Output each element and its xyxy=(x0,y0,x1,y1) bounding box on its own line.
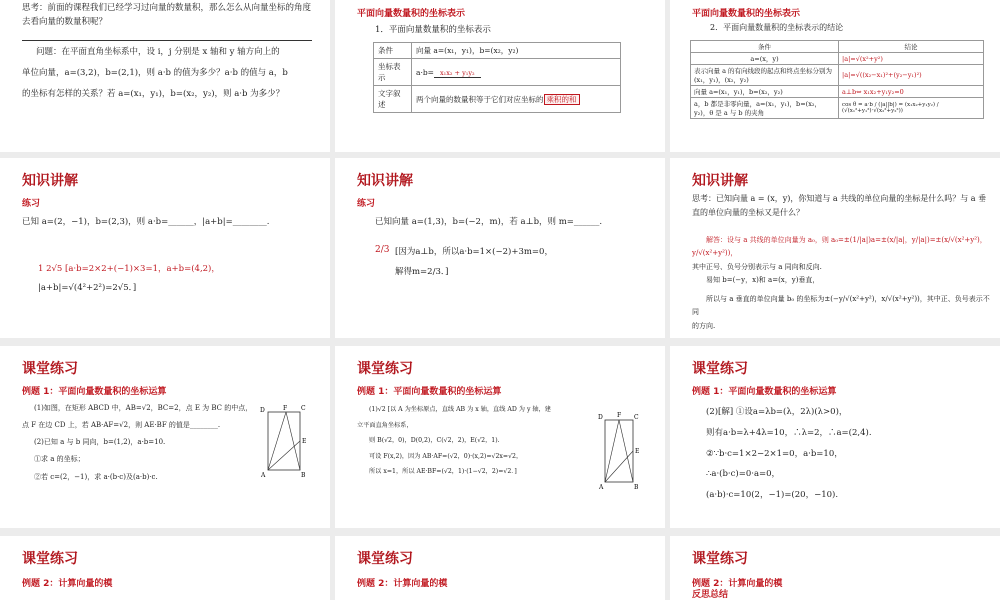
slide-title: 课堂练习 xyxy=(22,361,78,377)
handwritten-answer: 乘积的和 xyxy=(544,94,580,105)
problem-line: ①求 a 的坐标； xyxy=(34,455,85,464)
solution-block xyxy=(692,234,992,333)
section-subtitle: 平面向量数量积的坐标表示 xyxy=(692,9,801,19)
slide-exercise-2[interactable] xyxy=(335,158,665,338)
solution-line: ②∵b·c=1×2−2×1=0，a·b=10， xyxy=(706,448,843,459)
slide-unit-vector-thinking[interactable] xyxy=(670,158,1000,338)
table-row xyxy=(691,86,984,98)
slide-dot-product-conclusions[interactable] xyxy=(670,0,1000,152)
exercise-question: 已知 a=(2，−1)，b=(2,3)，则 a·b=______，|a+b|=________. xyxy=(22,217,270,227)
solution-line: (2)[解] ①设a=λb=(λ，2λ)(λ>0)， xyxy=(706,407,848,417)
slide-title: 课堂练习 xyxy=(692,551,748,567)
slide-example-1-solution[interactable] xyxy=(335,346,665,528)
rectangle-figure xyxy=(597,410,647,490)
table-row xyxy=(691,53,984,65)
problem-line: ②若 c=(2，−1)，求 a·(b·c)及(a·b)·c. xyxy=(34,472,158,481)
slide-example-1-problem[interactable] xyxy=(0,346,330,528)
table-row xyxy=(374,86,621,113)
label-D: D xyxy=(598,414,603,421)
solution-line: 其中正号、负号分别表示与 a 同向和反向. xyxy=(692,262,822,271)
solution-text: 解答：设与 a 共线的单位向量为 a₀，则 a₀=±(1/|a|)a=±(x/|a|，y/|a|)=±(x/√(x²+y²)，y/√(x²+y²))， xyxy=(692,236,987,258)
table-header-row xyxy=(691,41,984,53)
slide-example-1-part2-solution[interactable] xyxy=(670,346,1000,528)
answer-block xyxy=(38,260,220,297)
table-value: |a|=√((x₂−x₁)²+(y₂−y₁)²) xyxy=(839,65,984,86)
table-key: 向量 a=(x₁，y₁)，b=(x₂，y₂) xyxy=(691,86,839,98)
table-row xyxy=(691,65,984,86)
definition-table xyxy=(373,42,621,113)
table-row xyxy=(374,43,621,59)
table-row xyxy=(374,59,621,86)
solution-line: 的方向. xyxy=(692,321,716,330)
solution-block xyxy=(357,402,602,480)
divider xyxy=(22,40,312,41)
solution-block xyxy=(706,402,872,506)
solution-line xyxy=(692,234,992,261)
label-B: B xyxy=(301,472,306,478)
table-key: a=(x，y) xyxy=(691,53,839,65)
label-A: A xyxy=(599,484,604,490)
slide-title: 知识讲解 xyxy=(357,173,413,189)
table-key: a，b 都是非零向量，a=(x₁，y₁)，b=(x₂，y₂)，θ 是 a 与 b 的夹角 xyxy=(691,98,839,119)
section-subtitle: 练习 xyxy=(357,199,376,209)
statement-text: 两个向量的数量积等于它们对应坐标的 xyxy=(416,94,544,104)
solution-line: 立平面直角坐标系， xyxy=(357,421,413,429)
answer-line: [因为a⊥b，所以a·b=1×(−2)+3m=0， xyxy=(395,247,553,257)
label-B: B xyxy=(634,484,639,490)
label-C: C xyxy=(301,405,306,412)
solution-line: (a·b)·c=10(2，−1)=(20，−10). xyxy=(706,490,839,501)
answer-line: 解得m=2/3．] xyxy=(395,267,449,278)
answer-text: 1 2√5 [a·b=2×2+(−1)×3=1，a+b=(4,2)， xyxy=(38,264,220,274)
section-subtitle: 例题 2：计算向量的模 xyxy=(357,579,448,589)
rectangle-figure xyxy=(258,404,308,478)
slide-title: 课堂练习 xyxy=(357,361,413,377)
formula-prefix: a·b= xyxy=(416,67,434,77)
solution-line: (1)√2 [以 A 为坐标原点，直线 AB 为 x 轴，直线 AD 为 y 轴，建 xyxy=(369,406,551,413)
slide-exercise-1[interactable] xyxy=(0,158,330,338)
answer-line: |a+b|=√(4²+2²)=2√5．] xyxy=(38,282,137,293)
problem-line: (1)如图，在矩形 ABCD 中，AB=√2，BC=2，点 E 为 BC 的中点， xyxy=(34,404,253,412)
question-line: 的坐标有怎样的关系？若 a=(x₁，y₁)，b=(x₂，y₂)，则 a·b 为多少？ xyxy=(22,88,285,99)
table-key: 表示向量 a 的有向线段的起点和终点坐标分别为(x₁，y₁)，(x₂，y₂) xyxy=(691,65,839,86)
solution-line: 则有a·b=λ+4λ=10，∴λ=2，∴a=(2,4). xyxy=(706,427,872,438)
reflection-subtitle: 反思总结 xyxy=(692,590,729,600)
table-key: 文字叙述 xyxy=(374,86,412,113)
section-heading: 2．平面向量数量积的坐标表示的结论 xyxy=(710,23,844,32)
label-D: D xyxy=(260,407,265,414)
exercise-question: 已知向量 a=(1,3)，b=(−2，m)，若 a⊥b，则 m=______. xyxy=(375,217,603,227)
slide-title: 知识讲解 xyxy=(22,173,78,189)
table-value: 向量 a=(x₁，y₁)，b=(x₂，y₂) xyxy=(412,43,621,59)
slide-title: 课堂练习 xyxy=(357,551,413,567)
table-key: 条件 xyxy=(374,43,412,59)
table-value: |a|=√(x²+y²) xyxy=(839,53,984,65)
solution-line: 可设 F(x,2)，因为 AB·AF=(√2，0)·(x,2)=√2x=√2， xyxy=(369,452,523,460)
label-F: F xyxy=(283,405,288,412)
label-A: A xyxy=(261,472,266,478)
label-E: E xyxy=(635,448,640,455)
table-value xyxy=(412,86,621,113)
table-value xyxy=(412,59,621,86)
solution-line: ∴a·(b·c)=0·a=0， xyxy=(706,469,781,480)
problem-line: 点 F 在边 CD 上，若 AB·AF=√2，则 AE·BF 的值是________. xyxy=(22,421,221,430)
solution-line: 所以与 a 垂直的单位向量 b₀ 的坐标为±(−y/√(x²+y²)，x/√(x²+y²))，其中正、负号表示不同 xyxy=(692,295,990,317)
question-line: 单位向量，a=(3,2)，b=(2,1)，则 a·b 的值为多少？a·b 的值与 a，b xyxy=(22,67,288,78)
answer-block xyxy=(395,242,553,283)
slide-title: 课堂练习 xyxy=(22,551,78,567)
problem-line: (2)已知 a 与 b 同向，b=(1,2)，a·b=10. xyxy=(34,438,166,447)
slide-example-2-b[interactable] xyxy=(335,536,665,600)
slide-example-2-a[interactable] xyxy=(0,536,330,600)
slide-thinking-question[interactable] xyxy=(0,0,330,152)
think-text: 思考：前面的课程我们已经学习过向量的数量积，那么怎么从向量坐标的角度去看向量的数量积呢？ xyxy=(22,3,312,27)
section-subtitle: 练习 xyxy=(22,199,41,209)
section-subtitle: 平面向量数量积的坐标表示 xyxy=(357,9,466,19)
column-header: 结论 xyxy=(839,41,984,53)
problem-block xyxy=(22,400,262,486)
slide-title: 知识讲解 xyxy=(692,173,748,189)
fill-in-answer: x₁x₂ + y₁y₂ xyxy=(434,69,481,78)
column-header: 条件 xyxy=(691,41,839,53)
table-key: 坐标表示 xyxy=(374,59,412,86)
slide-dot-product-coordinates[interactable] xyxy=(335,0,665,152)
solution-line: 所以 x=1，所以 AE·BF=(√2，1)·(1−√2，2)=√2．] xyxy=(369,468,517,475)
section-subtitle: 例题 2：计算向量的模 xyxy=(692,579,783,589)
label-C: C xyxy=(634,414,639,421)
table-value: cos θ = a·b / (|a||b|) = (x₁x₂+y₁y₂) / (√(x₁²+y₁²)·√(x₂²+y₂²)) xyxy=(839,98,984,119)
question-block xyxy=(22,42,322,104)
conclusion-table xyxy=(690,40,984,119)
solution-line: 则 B(√2，0)，D(0,2)，C(√2，2)，E(√2，1). xyxy=(369,437,500,444)
answer-line xyxy=(38,260,220,279)
section-heading: 1．平面向量数量积的坐标表示 xyxy=(375,25,491,35)
section-subtitle: 例题 2：计算向量的模 xyxy=(22,579,113,589)
solution-line: 易知 b=(−y，x)和 a=(x，y)垂直， xyxy=(706,275,820,284)
section-subtitle: 例题 1：平面向量数量积的坐标运算 xyxy=(357,387,502,397)
label-F: F xyxy=(617,412,622,419)
think-text: 思考：已知向量 a = (x，y)，你知道与 a 共线的单位向量的坐标是什么吗？与 a 垂直的单位向量的坐标又是什么？ xyxy=(692,194,987,217)
table-row xyxy=(691,98,984,119)
slide-title: 课堂练习 xyxy=(692,361,748,377)
question-line: 问题：在平面直角坐标系中，设 i，j 分别是 x 轴和 y 轴方向上的 xyxy=(36,47,280,57)
section-subtitle: 例题 1：平面向量数量积的坐标运算 xyxy=(692,387,837,397)
table-value: a⊥b⇔ x₁x₂+y₁y₂=0 xyxy=(839,86,984,98)
slide-example-2-summary[interactable] xyxy=(670,536,1000,600)
answer-value: 2/3 xyxy=(375,245,390,255)
label-E: E xyxy=(302,438,307,445)
section-subtitle: 例题 1：平面向量数量积的坐标运算 xyxy=(22,387,167,397)
